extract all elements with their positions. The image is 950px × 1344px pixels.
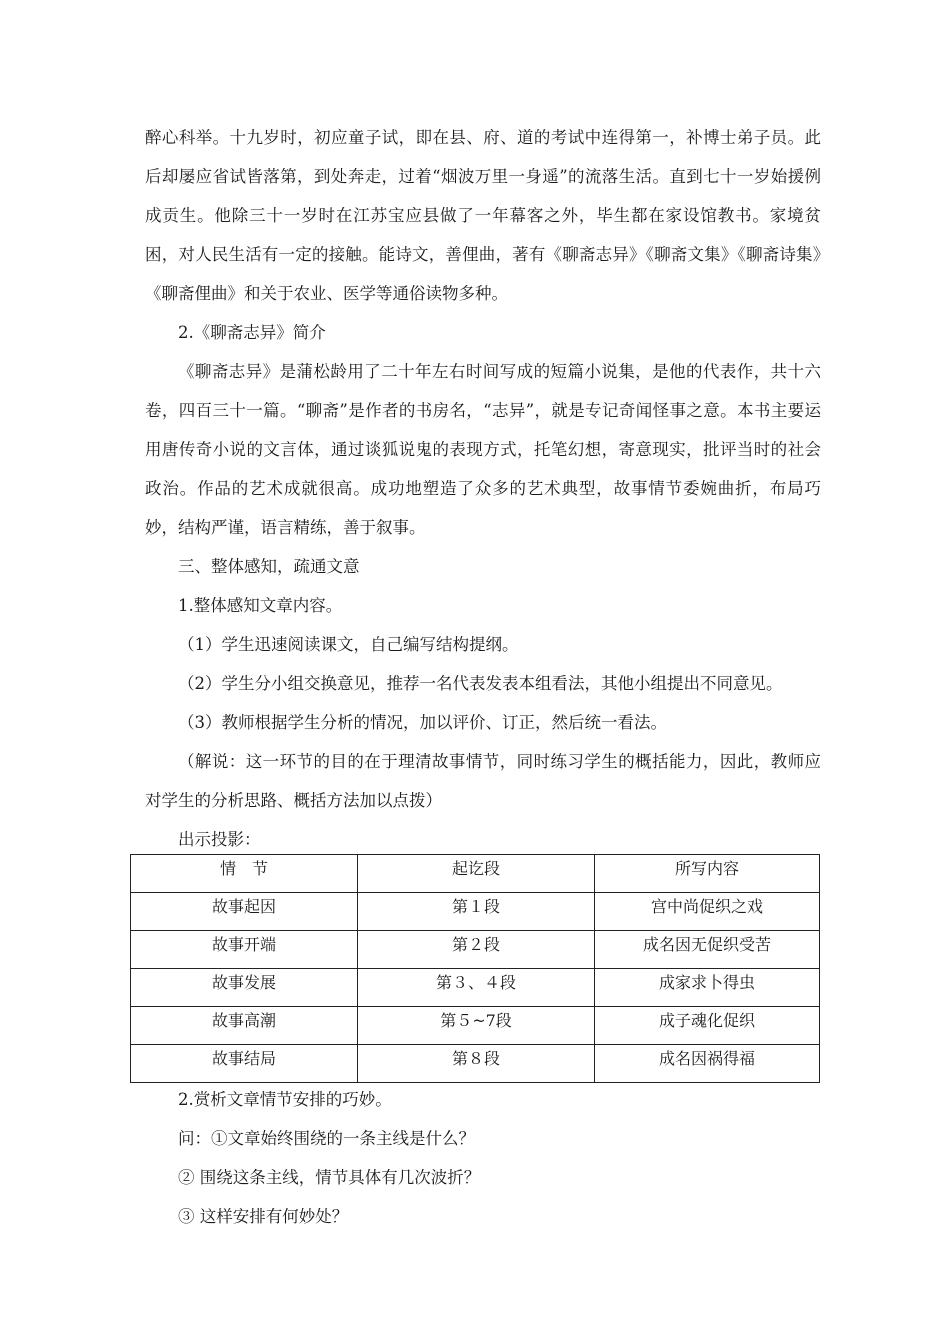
table-cell: 故事发展: [131, 969, 358, 1007]
plot-structure-table: [130, 854, 820, 1083]
biography-paragraph: 醉心科举。十九岁时，初应童子试，即在县、府、道的考试中连得第一，补博士弟子员。此后却屡应省试皆落第，到处奔走，过着“烟波万里一身遥”的流落生活。直到七十一岁始援例成贡生。他除三十一岁时在江苏宝应县做了一年幕客之外，毕生都在家设馆教书。家境贫困，对人民生活有一定的接触。能诗文，善俚曲，著有《聊斋志异》《聊斋文集》《聊斋诗集》《聊斋俚曲》和关于农业、医学等通俗读物多种。: [145, 128, 821, 303]
table-cell: 故事开端: [131, 931, 358, 969]
subsection-1-heading: 1.整体感知文章内容。: [178, 596, 343, 615]
step-3: （3）教师根据学生分析的情况，加以评价、订正，然后统一看法。: [178, 713, 667, 732]
table-cell: 第２段: [358, 931, 595, 969]
table-cell: 成子魂化促织: [595, 1007, 820, 1045]
section-2-heading: 2.《聊斋志异》简介: [178, 323, 326, 342]
table-cell: 成名因无促织受苦: [595, 931, 820, 969]
table-header-cell: 起讫段: [358, 855, 595, 893]
table-cell: 第１段: [358, 893, 595, 931]
table-row: [131, 931, 820, 969]
table-cell: 成家求卜得虫: [595, 969, 820, 1007]
question-1: 问：①文章始终围绕的一条主线是什么？: [178, 1129, 475, 1148]
step-2: （2）学生分小组交换意见，推荐一名代表发表本组看法，其他小组提出不同意见。: [178, 674, 783, 693]
table-header-cell: 所写内容: [595, 855, 820, 893]
section-3-heading: 三、整体感知，疏通文意: [178, 557, 360, 576]
table-row: [131, 1045, 820, 1083]
table-cell: 宫中尚促织之戏: [595, 893, 820, 931]
table-cell: 第３、４段: [358, 969, 595, 1007]
table-cell: 第８段: [358, 1045, 595, 1083]
analysis-section: [145, 1080, 821, 1236]
table-cell: 故事起因: [131, 893, 358, 931]
table-cell: 成名因祸得福: [595, 1045, 820, 1083]
step-1: （1）学生迅速阅读课文，自己编写结构提纲。: [178, 635, 519, 654]
table-cell: 故事结局: [131, 1045, 358, 1083]
projection-label: 出示投影：: [178, 830, 261, 849]
explanation-note: （解说：这一环节的目的在于理清故事情节，同时练习学生的概括能力，因此，教师应对学生的分析思路、概括方法加以点拨）: [145, 752, 821, 810]
question-3: ③ 这样安排有何妙处？: [178, 1207, 349, 1226]
question-2: ② 围绕这条主线，情节具体有几次波折？: [178, 1168, 481, 1187]
liaozhai-intro-paragraph: 《聊斋志异》是蒲松龄用了二十年左右时间写成的短篇小说集，是他的代表作，共十六卷，四百三十一篇。“聊斋”是作者的书房名，“志异”，就是专记奇闻怪事之意。本书主要运用唐传奇小说的文言体，通过谈狐说鬼的表现方式，托笔幻想，寄意现实，批评当时的社会政治。作品的艺术成就很高。成功地塑造了众多的艺术典型，故事情节委婉曲折，布局巧妙，结构严谨，语言精练，善于叙事。: [145, 362, 821, 537]
table-header-cell: 情 节: [131, 855, 358, 893]
table-row: [131, 969, 820, 1007]
subsection-2-heading: 2.赏析文章情节安排的巧妙。: [178, 1090, 392, 1109]
table-row: [131, 1007, 820, 1045]
table-header-row: [131, 855, 820, 893]
table-cell: 故事高潮: [131, 1007, 358, 1045]
document-body: [145, 118, 821, 859]
table-row: [131, 893, 820, 931]
table-cell: 第５~7段: [358, 1007, 595, 1045]
